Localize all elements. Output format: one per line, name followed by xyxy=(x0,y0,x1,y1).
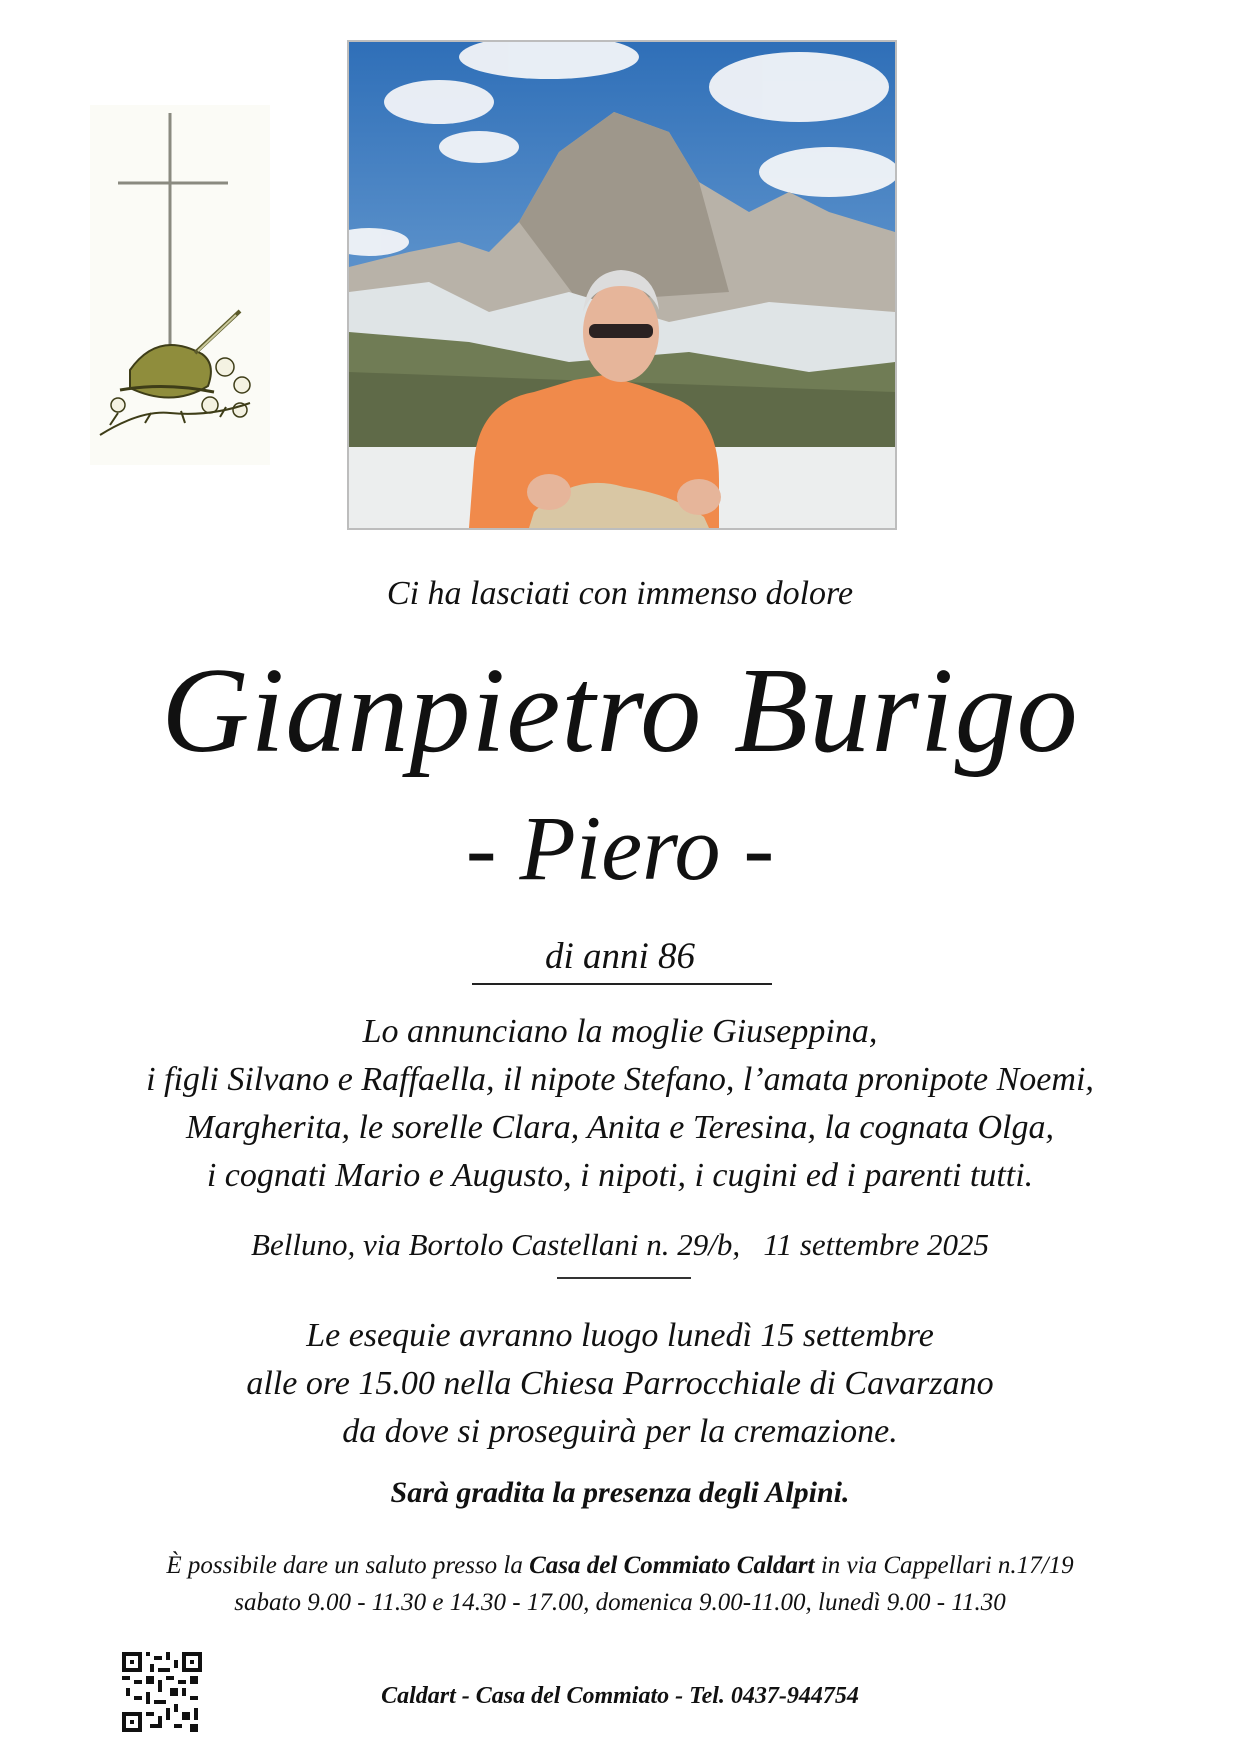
visitation-hours: sabato 9.00 - 11.30 e 14.30 - 17.00, domenica 9.00-11.00, lunedì 9.00 - 11.30 xyxy=(234,1589,1006,1616)
portrait-photo xyxy=(347,40,897,530)
funeral-line: da dove si proseguirà per la cremazione. xyxy=(342,1413,898,1450)
intro-text: Ci ha lasciati con immenso dolore xyxy=(386,575,854,612)
age-text: di anni 86 xyxy=(544,936,696,977)
place-date: Belluno, via Bortolo Castellani n. 29/b, 11 settembre 2025 xyxy=(251,1227,989,1262)
funeral-line: Le esequie avranno luogo lunedì 15 settembre xyxy=(306,1317,934,1354)
funeral-line: alle ore 15.00 nella Chiesa Parrocchiale di Cavarzano xyxy=(246,1365,994,1402)
place-underline xyxy=(557,1277,691,1279)
family-line: i cognati Mario e Augusto, i nipoti, i cugini ed i parenti tutti. xyxy=(206,1157,1034,1194)
cross-alpini-hat-icon xyxy=(90,105,270,465)
family-line: i figli Silvano e Raffaella, il nipote Stefano, l’amata pronipote Noemi, xyxy=(146,1061,1094,1098)
visitation-info xyxy=(0,1547,1240,1621)
visitation-suffix: in via Cappellari n.17/19 xyxy=(814,1552,1074,1579)
family-line: Margherita, le sorelle Clara, Anita e Teresina, la cognata Olga, xyxy=(186,1109,1054,1146)
age-underline xyxy=(472,983,772,985)
visitation-prefix: È possibile dare un saluto presso la xyxy=(166,1552,530,1579)
deceased-name: Gianpietro Burigo xyxy=(161,643,1079,778)
funeral-details xyxy=(0,1312,1240,1456)
deceased-nickname: - Piero - xyxy=(465,797,775,899)
family-announcement xyxy=(0,1008,1240,1200)
alpini-note: Sarà gradita la presenza degli Alpini. xyxy=(390,1476,850,1509)
family-line: Lo annunciano la moglie Giuseppina, xyxy=(362,1013,878,1050)
visitation-line xyxy=(0,1547,1240,1584)
visitation-venue: Casa del Commiato Caldart xyxy=(529,1552,815,1579)
funeral-home-contact: Caldart - Casa del Commiato - Tel. 0437-944754 xyxy=(381,1683,859,1709)
